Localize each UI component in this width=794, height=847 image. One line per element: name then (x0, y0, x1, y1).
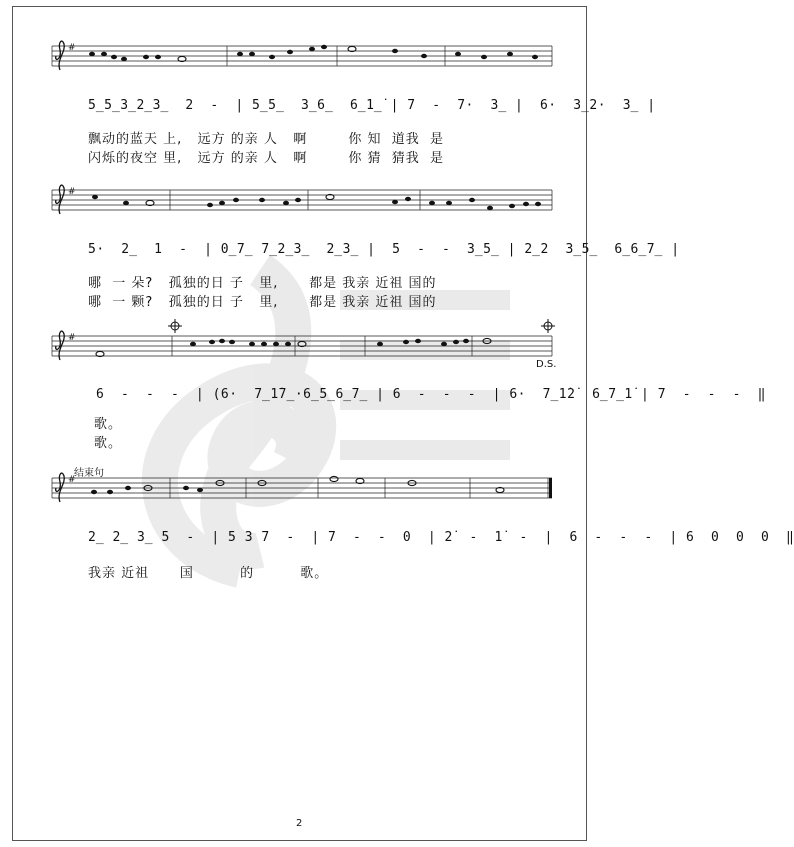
lyrics-line-3a: 歌。 (94, 417, 123, 432)
lyrics-line-4: 我亲 近祖 国 的 歌。 (88, 566, 329, 581)
page-number: 2 (296, 818, 303, 829)
jianpu-line-1: 5̲5̲3̲2̲3̲ 2 - | 5̲5̲ 3̲6̲ 6̲1̲̇ | 7 - 7· 3̲ | 6· 3̲2· 3̲ | (88, 98, 656, 113)
lyrics-line-1a: 飘动的蓝天 上, 远方 的亲 人 啊 你 知 道我 是 (88, 132, 445, 147)
lyrics-line-3b: 歌。 (94, 436, 123, 451)
ending-section-label: 结束句 (74, 468, 104, 479)
jianpu-line-3: 6 - - - | (6· 7̲1̇7̲·6̲5̲6̲7̲ | 6 - - - | 6· 7̲1̇2̇ 6̲7̲1̇ | 7 - - - ‖ (96, 387, 766, 402)
lyrics-line-2b: 哪 一 颗? 孤独的日 子 里, 都是 我亲 近祖 国的 (88, 295, 437, 310)
ds-mark: D.S. (536, 359, 557, 370)
svg-text:#: # (68, 43, 76, 53)
svg-text:#: # (68, 187, 76, 197)
lyrics-line-1b: 闪烁的夜空 里, 远方 的亲 人 啊 你 猜 猜我 是 (88, 151, 445, 166)
jianpu-line-4: 2̲ 2̲ 3̲ 5 - | 5 3 7 - | 7 - - 0 | 2̇ - 1̇ - | 6 - - - | 6 0 0 0 ‖ (88, 530, 794, 545)
lyrics-line-2a: 哪 一 朵? 孤独的日 子 里, 都是 我亲 近祖 国的 (88, 276, 437, 291)
svg-text:#: # (68, 475, 76, 485)
jianpu-line-2: 5· 2̲ 1 - | 0̲7̲ 7̲2̲3̲ 2̲3̲ | 5 - - 3̲5̲ | 2̲2 3̲5̲ 6̲6̲7̲ | (88, 242, 680, 257)
svg-text:#: # (68, 333, 76, 343)
